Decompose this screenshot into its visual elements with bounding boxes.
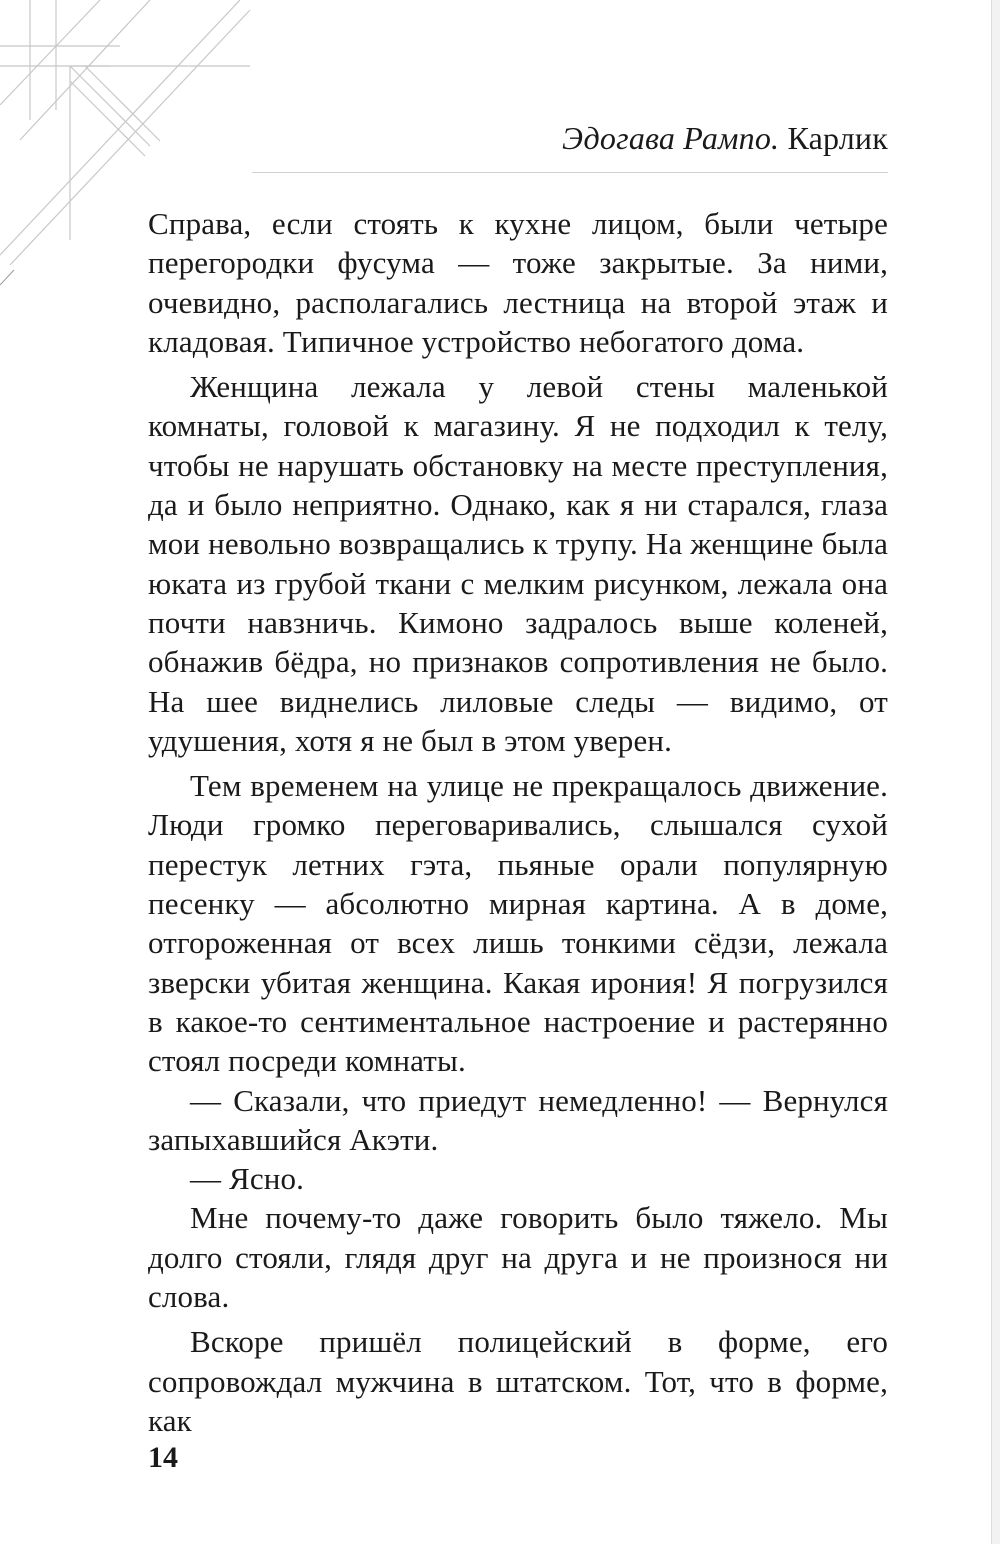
running-head-author: Эдогава Рампо. [561, 120, 780, 156]
dialogue-line: — Сказали, что приедут немедленно! — Вернулся запыхавшийся Акэти. [148, 1082, 888, 1157]
body-text [148, 204, 888, 1440]
page-number: 14 [148, 1441, 178, 1474]
paragraph: Вскоре пришёл полицейский в форме, его сопровождал мужчина в штатском. Тот, что в форме, как [148, 1324, 888, 1438]
paragraph: Женщина лежала у левой стены маленькой комнаты, головой к магазину. Я не подходил к телу, чтобы не нарушать обстановку на месте преступления, да и было неприятно. Однако, как я ни старался, глаза мои невольно возвращались к трупу. На женщине была юката из грубой ткани с мелким рисунком, лежала она почти навзничь. Кимоно задралось выше коленей, обнажив бёдра, но признаков сопротивления не было. На шее виднелись лиловые следы — видимо, от удушения, хотя я не был в этом уверен. [148, 369, 888, 758]
running-head-rule [252, 172, 888, 173]
paragraph: Мне почему-то даже говорить было тяжело. Мы долго стояли, глядя друг на друга и не произнося ни слова. [148, 1200, 888, 1315]
dialogue-line: — Ясно. [190, 1161, 305, 1197]
paragraph: Тем временем на улице не прекращалось движение. Люди громко переговаривались, слышался сухой перестук летних гэта, пьяные орали популярную песенку — абсолютно мирная картина. А в доме, отгороженная от всех лишь тонкими сёдзи, лежала зверски убитая женщина. Какая ирония! Я погрузился в какое-то сентиментальное настроение и растерянно стоял посреди комнаты. [148, 768, 888, 1079]
running-head-title: Карлик [787, 120, 888, 156]
page-edge [991, 0, 1000, 1544]
paragraph: Справа, если стоять к кухне лицом, были четыре перегородки фусума — тоже закрытые. За ними, очевидно, располагались лестница на второй этаж и кладовая. Типичное устройство небогатого дома. [148, 206, 888, 359]
running-head [562, 118, 888, 158]
